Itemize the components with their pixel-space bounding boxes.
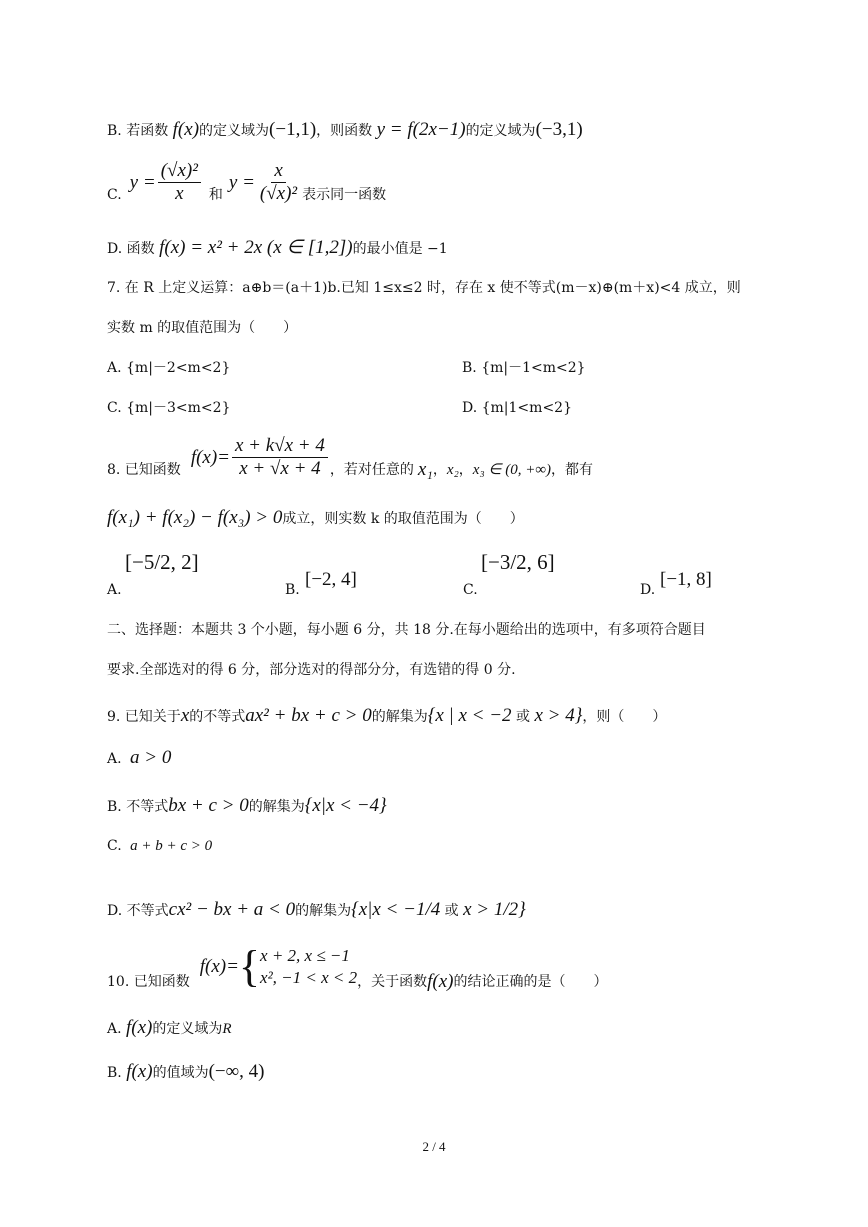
q10-option-b-val: (−∞, 4) [208,1061,265,1082]
q9-or: 或 [516,709,531,725]
q8-option-c-label: C. [463,582,478,598]
q8-fraction [232,435,328,480]
q8-option-a: [−5/2, 2] [125,550,199,574]
option-c-den1: x [175,183,184,204]
q10-option-b-line [107,1062,265,1083]
q8-x3: x₃ ∈ (0, +∞) [472,462,552,478]
option-c-y2: y = [228,171,255,193]
q9-option-c-label: C. [107,838,122,854]
q8-x2: x₂ [446,462,459,478]
section2-line1: 二、选择题：本题共 3 个小题，每小题 6 分，共 18 分.在每小题给出的选项中，有多项符合题目 [107,622,706,638]
q10-option-a-label: A. [107,1021,122,1037]
option-c-suffix: 表示同一函数 [302,187,387,203]
q8-line2 [107,508,524,529]
option-d-line [107,238,448,259]
q10-case1: x + 2, x ≤ −1 [260,946,350,965]
q8-condition-suffix: 成立，则实数 k 的取值范围为（ ） [282,511,524,527]
q7-line2: 实数 m 的取值范围为（ ） [107,320,298,336]
q9-prefix: 9. 已知关于 [107,709,181,725]
q9-option-d-ineq: cx² − bx + a < 0 [168,899,296,920]
option-c-num1: (√x)² [158,160,201,183]
option-c-and: 和 [208,187,223,203]
option-b-f: f(x) [172,119,200,140]
q10-option-a-r: R [222,1021,232,1037]
q9-option-d-mid: 的解集为 [295,903,352,919]
q8-x1: x₁ [417,459,433,480]
q8-option-b-label: B. [285,582,300,598]
q9-option-d-set2: x > 1/2} [463,899,526,920]
option-d-expr: f(x) = x² + 2x (x ∈ [1,2]) [159,237,353,258]
q8-prefix: 8. 已知函数 [107,462,181,478]
q10-case2: x², −1 < x < 2 [260,968,358,987]
q9-option-a: a > 0 [130,747,172,768]
option-c-prefix: C. [107,187,122,203]
option-c-fraction-1 [158,160,201,205]
q9-option-b-set: {x|x < −4} [304,795,387,816]
option-d-prefix: D. 函数 [107,241,155,257]
q9-option-d-or: 或 [444,903,459,919]
q8-option-d-label: D. [640,582,656,598]
q10-brace: { [238,942,261,991]
q9-option-a-label: A. [107,751,122,767]
q10-f2: f(x) [427,971,454,992]
option-b-line [107,120,583,141]
option-b-mid3: 的定义域为 [465,123,536,139]
option-b-mid2: ，则函数 [316,123,373,139]
q8-option-c: [−3/2, 6] [481,550,555,574]
option-b-domain1: (−1,1) [269,119,317,140]
q10-end: 的结论正确的是（ ） [453,974,608,990]
q9-line [107,706,666,727]
section2-line2: 要求.全部选对的得 6 分，部分选对的得部分分，有选错的得 0 分. [107,662,516,678]
q9-set1: {x | x < −2 [427,705,512,726]
q7-option-b: B. {m|－1<m<2} [462,360,586,376]
option-b-mid1: 的定义域为 [199,123,270,139]
q9-option-d-prefix: D. 不等式 [107,903,169,919]
q8-option-b: [−2, 4] [305,569,357,590]
q10-f: f(x)= [199,956,239,977]
q9-option-d-line [107,900,526,921]
q7-option-a: A. {m|－2<m<2} [107,360,231,376]
option-c-den2: (√x)² [259,183,298,204]
option-b-y: y = f(2x−1) [376,119,466,140]
q10-prefix: 10. 已知函数 [107,974,190,990]
q10-option-a-line [107,1018,232,1039]
q9-option-b-ineq: bx + c > 0 [168,795,249,816]
q9-option-d-set: {x|x < −1/4 [351,899,441,920]
q10-option-b-label: B. [107,1065,122,1081]
q7-line1: 7. 在 R 上定义运算：a⊕b＝(a＋1)b.已知 1≤x≤2 时，存在 x 使不等式(m－x)⊕(m＋x)<4 成立，则 [107,280,741,296]
q7-option-c: C. {m|－3<m<2} [107,400,231,416]
q8-numerator: x + k√x + 4 [232,435,328,458]
q10-option-b-text: 的值域为 [152,1065,209,1081]
q10-mid: ，关于函数 [357,974,428,990]
q9-set2: x > 4} [534,705,583,726]
q9-x: x [180,705,190,726]
q8-line1: 8. 已知函数 f(x)= $\frac{x + k√x + 4}{x + √x + 4}$ ，若对任意的 x₁ ， x₂ ， x₃ ∈ (0, +∞) ，都有 [107,435,594,480]
q10-line [107,942,608,992]
q9-option-b-mid: 的解集为 [248,799,305,815]
q9-end: ，则（ ） [582,709,667,725]
page-number: 2 / 4 [422,1139,446,1154]
q9-mid2: 的解集为 [371,709,428,725]
q9-mid: 的不等式 [189,709,246,725]
q10-option-a-text: 的定义域为 [152,1021,223,1037]
q9-inequality: ax² + bx + c > 0 [245,705,372,726]
q8-condition: f(x₁) + f(x₂) − f(x₃) > 0 [107,507,283,528]
option-c-y1: y = [129,171,156,193]
q8-mid: ，若对任意的 [329,462,414,478]
q10-cases [260,945,357,989]
q9-option-a-line [107,748,171,769]
q8-option-d: [−1, 8] [660,569,712,590]
q9-option-b-line [107,796,387,817]
q10-option-b-f: f(x) [126,1061,153,1082]
q9-option-b-prefix: B. 不等式 [107,799,169,815]
option-c-fraction-2 [257,160,300,205]
option-b-prefix: B. 若函数 [107,123,169,139]
q9-option-c: a + b + c > 0 [130,838,213,854]
q10-option-a-f: f(x) [126,1017,153,1038]
q7-option-d: D. {m|1<m<2} [462,400,572,416]
q8-option-a-label: A. [107,582,122,598]
option-c-num2: x [271,160,285,183]
q8-denominator: x + √x + 4 [239,458,321,479]
q8-f: f(x)= [190,446,230,468]
q9-option-c-line [107,836,212,856]
option-c-line [107,160,386,205]
option-b-domain2: (−3,1) [535,119,583,140]
option-d-suffix: 的最小值是 −1 [352,241,448,257]
q8-end: ，都有 [551,462,594,478]
